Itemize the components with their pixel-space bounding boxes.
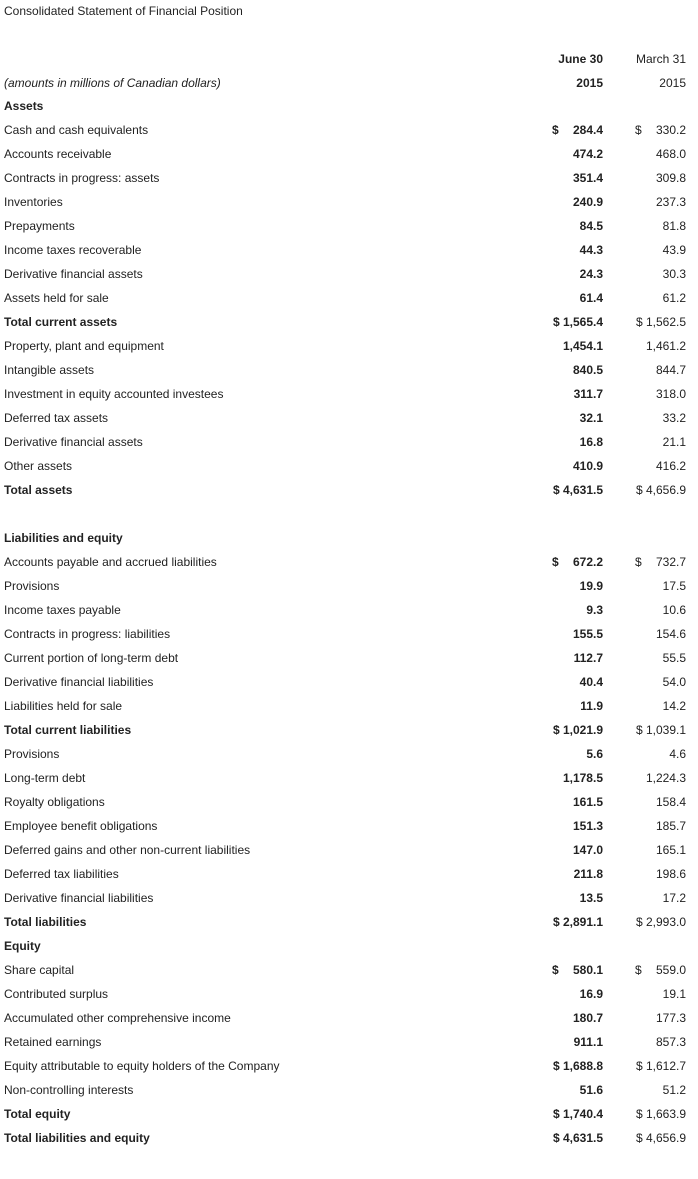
march-value: 61.2 (662, 291, 686, 305)
june-value: 180.7 (572, 1011, 603, 1025)
march-value: $ 4,656.9 (635, 483, 686, 497)
equity-row (0, 1054, 698, 1078)
equity-row (0, 958, 698, 982)
june-value: 40.4 (579, 675, 603, 689)
equity-row (0, 982, 698, 1006)
equity-heading-label: Equity (4, 939, 41, 953)
assets-row (0, 406, 698, 430)
june-value: $ 2,891.1 (552, 915, 603, 929)
row-label: Employee benefit obligations (4, 819, 158, 833)
row-label: Provisions (4, 747, 60, 761)
june-value: 5.6 (586, 747, 603, 761)
march-value: 21.1 (662, 435, 686, 449)
june-value: 16.8 (579, 435, 603, 449)
june-value: 9.3 (586, 603, 603, 617)
row-label: Contributed surplus (4, 987, 109, 1001)
row-label: Accounts payable and accrued liabilities (4, 555, 217, 569)
march-currency-symbol: $ (635, 963, 642, 977)
amounts-note: (amounts in millions of Canadian dollars) (4, 76, 221, 90)
june-currency-symbol: $ (552, 555, 559, 569)
march-value: 81.8 (662, 219, 686, 233)
row-label: Cash and cash equivalents (4, 123, 149, 137)
row-label: Investment in equity accounted investees (4, 387, 224, 401)
col2-header-year: 2015 (659, 76, 686, 90)
liabilities-row (0, 550, 698, 574)
col2-header-label: March 31 (635, 52, 686, 66)
row-label: Deferred gains and other non-current liabilities (4, 843, 251, 857)
row-label: Accounts receivable (4, 147, 112, 161)
march-value: $ 1,663.9 (635, 1107, 686, 1121)
june-value: 151.3 (572, 819, 603, 833)
col1-header-year: 2015 (576, 76, 603, 90)
june-value: 16.9 (579, 987, 603, 1001)
liabilities-row (0, 646, 698, 670)
march-value: 17.2 (662, 891, 686, 905)
row-label: Derivative financial assets (4, 267, 143, 281)
june-value: 240.9 (572, 195, 603, 209)
march-value: 165.1 (655, 843, 686, 857)
assets-row (0, 454, 698, 478)
col1-header-label: June 30 (558, 52, 603, 66)
march-value: 857.3 (655, 1035, 686, 1049)
row-label: Total liabilities (4, 915, 87, 929)
march-value: 309.8 (655, 171, 686, 185)
liabilities-row (0, 670, 698, 694)
row-label: Prepayments (4, 219, 75, 233)
june-value: 112.7 (573, 651, 603, 665)
row-label: Current portion of long-term debt (4, 651, 179, 665)
assets-row (0, 238, 698, 262)
june-value: 284.4 (572, 123, 603, 137)
row-label: Contracts in progress: liabilities (4, 627, 171, 641)
june-value: 13.5 (579, 891, 603, 905)
equity-heading (0, 934, 698, 958)
assets-row (0, 166, 698, 190)
liabilities-row (0, 862, 698, 886)
june-value: 474.2 (572, 147, 603, 161)
june-value: $ 4,631.5 (552, 1131, 603, 1145)
assets-row (0, 118, 698, 142)
march-currency-symbol: $ (635, 555, 642, 569)
march-value: 33.2 (662, 411, 686, 425)
march-value: 43.9 (662, 243, 686, 257)
row-label: Deferred tax assets (4, 411, 109, 425)
june-value: 351.4 (572, 171, 603, 185)
row-label: Share capital (4, 963, 75, 977)
june-value: 51.6 (579, 1083, 603, 1097)
assets-row (0, 334, 698, 358)
assets-row (0, 286, 698, 310)
june-value: 155.5 (572, 627, 603, 641)
row-label: Total current assets (4, 315, 118, 329)
june-value: 61.4 (579, 291, 603, 305)
row-label: Royalty obligations (4, 795, 105, 809)
equity-row (0, 1030, 698, 1054)
liabilities-row (0, 814, 698, 838)
march-value: $ 1,039.1 (635, 723, 686, 737)
row-label: Deferred tax liabilities (4, 867, 119, 881)
march-value: 4.6 (669, 747, 686, 761)
row-label: Intangible assets (4, 363, 95, 377)
row-label: Non-controlling interests (4, 1083, 134, 1097)
row-label: Long-term debt (4, 771, 86, 785)
assets-row (0, 358, 698, 382)
liabilities-row (0, 598, 698, 622)
june-value: 840.5 (572, 363, 603, 377)
march-value: 416.2 (655, 459, 686, 473)
liabilities-row (0, 886, 698, 910)
liabilities-row (0, 574, 698, 598)
june-value: 11.9 (580, 699, 603, 713)
march-value: 185.7 (655, 819, 686, 833)
march-value: 844.7 (655, 363, 686, 377)
june-value: 19.9 (579, 579, 603, 593)
row-label: Total liabilities and equity (4, 1131, 150, 1145)
march-value: 154.6 (655, 627, 686, 641)
june-value: 410.9 (572, 459, 603, 473)
row-label: Liabilities held for sale (4, 699, 123, 713)
june-value: 1,178.5 (562, 771, 603, 785)
equity-row (0, 1078, 698, 1102)
row-label: Accumulated other comprehensive income (4, 1011, 231, 1025)
june-value: 161.5 (572, 795, 603, 809)
june-value: $ 4,631.5 (552, 483, 603, 497)
march-value: 318.0 (655, 387, 686, 401)
march-value: 1,224.3 (645, 771, 686, 785)
june-value: 311.7 (573, 387, 603, 401)
june-value: 84.5 (579, 219, 603, 233)
statement-title: Consolidated Statement of Financial Position (4, 4, 243, 18)
june-value: 32.1 (579, 411, 603, 425)
june-value: 911.1 (573, 1035, 603, 1049)
march-value: $ 1,612.7 (635, 1059, 686, 1073)
row-label: Derivative financial assets (4, 435, 143, 449)
liabilities-row (0, 838, 698, 862)
march-value: $ 4,656.9 (635, 1131, 686, 1145)
row-label: Derivative financial liabilities (4, 891, 154, 905)
march-value: 559.0 (655, 963, 686, 977)
march-value: 198.6 (655, 867, 686, 881)
row-label: Income taxes payable (4, 603, 121, 617)
june-currency-symbol: $ (552, 963, 559, 977)
assets-row (0, 430, 698, 454)
march-value: 19.1 (662, 987, 686, 1001)
equity-row (0, 1006, 698, 1030)
june-value: $ 1,021.9 (552, 723, 603, 737)
row-label: Income taxes recoverable (4, 243, 142, 257)
march-value: $ 2,993.0 (635, 915, 686, 929)
row-label: Equity attributable to equity holders of the Company (4, 1059, 280, 1073)
row-label: Derivative financial liabilities (4, 675, 154, 689)
liabilities-row (0, 694, 698, 718)
march-value: 177.3 (655, 1011, 686, 1025)
row-label: Total equity (4, 1107, 71, 1121)
march-value: 14.2 (662, 699, 686, 713)
assets-row (0, 142, 698, 166)
june-value: $ 1,740.4 (552, 1107, 603, 1121)
march-value: 10.6 (662, 603, 686, 617)
march-value: 1,461.2 (645, 339, 686, 353)
row-label: Property, plant and equipment (4, 339, 164, 353)
row-label: Retained earnings (4, 1035, 102, 1049)
june-value: 24.3 (579, 267, 603, 281)
assets-row (0, 310, 698, 334)
liabilities-row (0, 790, 698, 814)
row-label: Inventories (4, 195, 63, 209)
march-value: 468.0 (655, 147, 686, 161)
march-value: 330.2 (655, 123, 686, 137)
june-value: $ 1,688.8 (552, 1059, 603, 1073)
march-value: 55.5 (662, 651, 686, 665)
march-value: 732.7 (655, 555, 686, 569)
march-value: 237.3 (655, 195, 686, 209)
assets-row (0, 262, 698, 286)
june-value: $ 1,565.4 (552, 315, 603, 329)
march-value: 51.2 (662, 1083, 686, 1097)
assets-row (0, 190, 698, 214)
row-label: Other assets (4, 459, 73, 473)
row-label: Assets held for sale (4, 291, 109, 305)
liabilities-heading-label: Liabilities and equity (4, 531, 123, 545)
june-value: 211.8 (573, 867, 603, 881)
assets-row (0, 478, 698, 502)
equity-row (0, 1102, 698, 1126)
june-value: 1,454.1 (562, 339, 603, 353)
june-currency-symbol: $ (552, 123, 559, 137)
row-label: Total current liabilities (4, 723, 132, 737)
liabilities-row (0, 910, 698, 934)
equity-row (0, 1126, 698, 1150)
assets-heading (0, 94, 698, 118)
march-value: $ 1,562.5 (635, 315, 686, 329)
assets-row (0, 382, 698, 406)
march-value: 30.3 (662, 267, 686, 281)
march-value: 158.4 (655, 795, 686, 809)
march-value: 54.0 (662, 675, 686, 689)
june-value: 147.0 (572, 843, 603, 857)
liabilities-row (0, 718, 698, 742)
liabilities-row (0, 766, 698, 790)
march-currency-symbol: $ (635, 123, 642, 137)
liabilities-row (0, 622, 698, 646)
assets-row (0, 214, 698, 238)
march-value: 17.5 (662, 579, 686, 593)
june-value: 672.2 (572, 555, 603, 569)
row-label: Total assets (4, 483, 73, 497)
june-value: 44.3 (579, 243, 603, 257)
liabilities-row (0, 742, 698, 766)
june-value: 580.1 (572, 963, 603, 977)
row-label: Contracts in progress: assets (4, 171, 160, 185)
row-label: Provisions (4, 579, 60, 593)
liabilities-heading (0, 526, 698, 550)
assets-heading-label: Assets (4, 99, 44, 113)
